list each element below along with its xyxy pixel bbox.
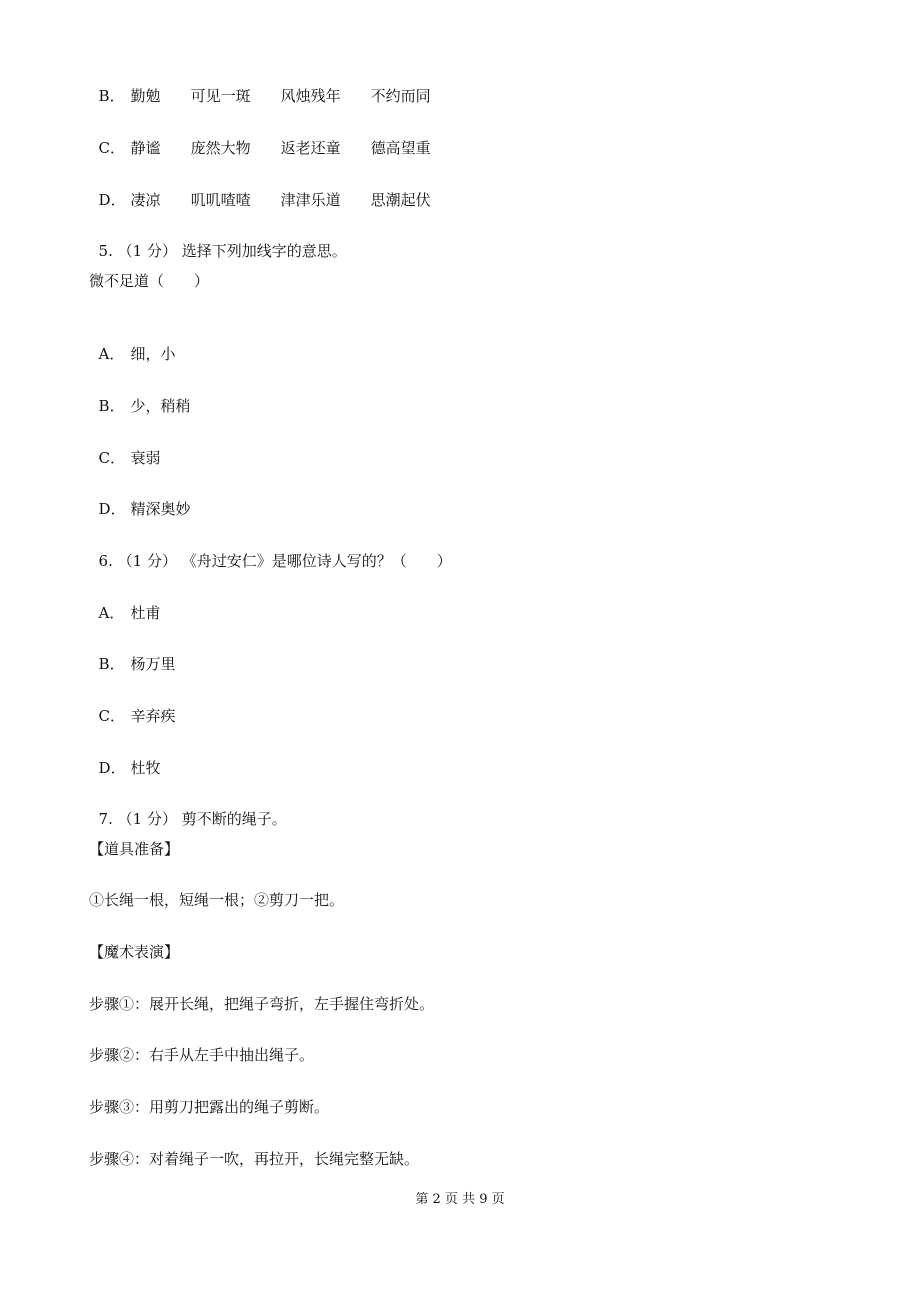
question-text: 选择下列加线字的意思。 (181, 242, 347, 260)
question-number: 6. (98, 552, 113, 570)
option-text: 杜甫 (130, 604, 161, 622)
option-word: 可见一斑 (190, 87, 251, 105)
q5-stem (89, 218, 347, 262)
page-footer: 第 2 页 共 9 页 (415, 1192, 505, 1207)
q7-stem (89, 786, 287, 830)
option-text: 杨万里 (130, 655, 176, 673)
q5-option-b (89, 373, 191, 417)
q5-option-c (89, 425, 161, 469)
q6-option-a (89, 580, 161, 624)
q7-step-1: 步骤①：展开长绳，把绳子弯折，左手握住弯折处。 (89, 995, 435, 1013)
option-word: 德高望重 (370, 139, 431, 157)
q6-option-c (89, 683, 176, 727)
question-score: （1 分） (117, 810, 177, 828)
q5-option-a (89, 321, 176, 365)
option-text: 细，小 (130, 345, 176, 363)
q5-option-d (89, 476, 191, 520)
option-text: 衰弱 (130, 449, 161, 467)
option-letter: D． (98, 191, 126, 209)
option-text: 精深奥妙 (130, 500, 191, 518)
option-word: 凄凉 (130, 191, 161, 209)
option-text: 辛弃疾 (130, 707, 176, 725)
option-word: 勤勉 (130, 87, 161, 105)
option-letter: A． (98, 604, 125, 622)
option-text: 少，稍稍 (130, 397, 191, 415)
question-text: 《舟过安仁》是哪位诗人写的？（ ） (181, 552, 452, 570)
option-word: 庞然大物 (190, 139, 251, 157)
q4-option-d (89, 167, 431, 211)
option-word: 风烛残年 (280, 87, 341, 105)
option-letter: D． (98, 759, 126, 777)
q6-option-d (89, 735, 161, 779)
option-word: 静谧 (130, 139, 161, 157)
question-number: 5. (98, 242, 113, 260)
option-letter: C． (98, 449, 126, 467)
option-letter: C． (98, 707, 126, 725)
q7-props-heading: 【道具准备】 (89, 840, 180, 858)
question-number: 7. (98, 810, 113, 828)
option-word: 不约而同 (370, 87, 431, 105)
option-letter: B． (98, 655, 125, 673)
q6-stem (89, 528, 452, 572)
question-score: （1 分） (117, 242, 177, 260)
option-letter: B． (98, 87, 125, 105)
option-letter: A． (98, 345, 125, 363)
q5-sub: 微不足道（ ） (89, 272, 210, 290)
q4-option-b (89, 63, 431, 107)
q4-option-c (89, 115, 431, 159)
q6-option-b (89, 631, 176, 675)
option-letter: B． (98, 397, 125, 415)
question-text: 剪不断的绳子。 (181, 810, 287, 828)
q7-step-4: 步骤④：对着绳子一吹，再拉开，长绳完整无缺。 (89, 1150, 420, 1168)
option-word: 叽叽喳喳 (190, 191, 251, 209)
option-letter: C． (98, 139, 126, 157)
option-word: 返老还童 (280, 139, 341, 157)
option-text: 杜牧 (130, 759, 161, 777)
q7-props-text: ①长绳一根，短绳一根；②剪刀一把。 (89, 891, 345, 909)
question-score: （1 分） (117, 552, 177, 570)
option-letter: D． (98, 500, 126, 518)
option-word: 思潮起伏 (370, 191, 431, 209)
option-word: 津津乐道 (280, 191, 341, 209)
q7-step-2: 步骤②：右手从左手中抽出绳子。 (89, 1046, 315, 1064)
q7-step-3: 步骤③：用剪刀把露出的绳子剪断。 (89, 1098, 330, 1116)
q7-show-heading: 【魔术表演】 (89, 943, 180, 961)
